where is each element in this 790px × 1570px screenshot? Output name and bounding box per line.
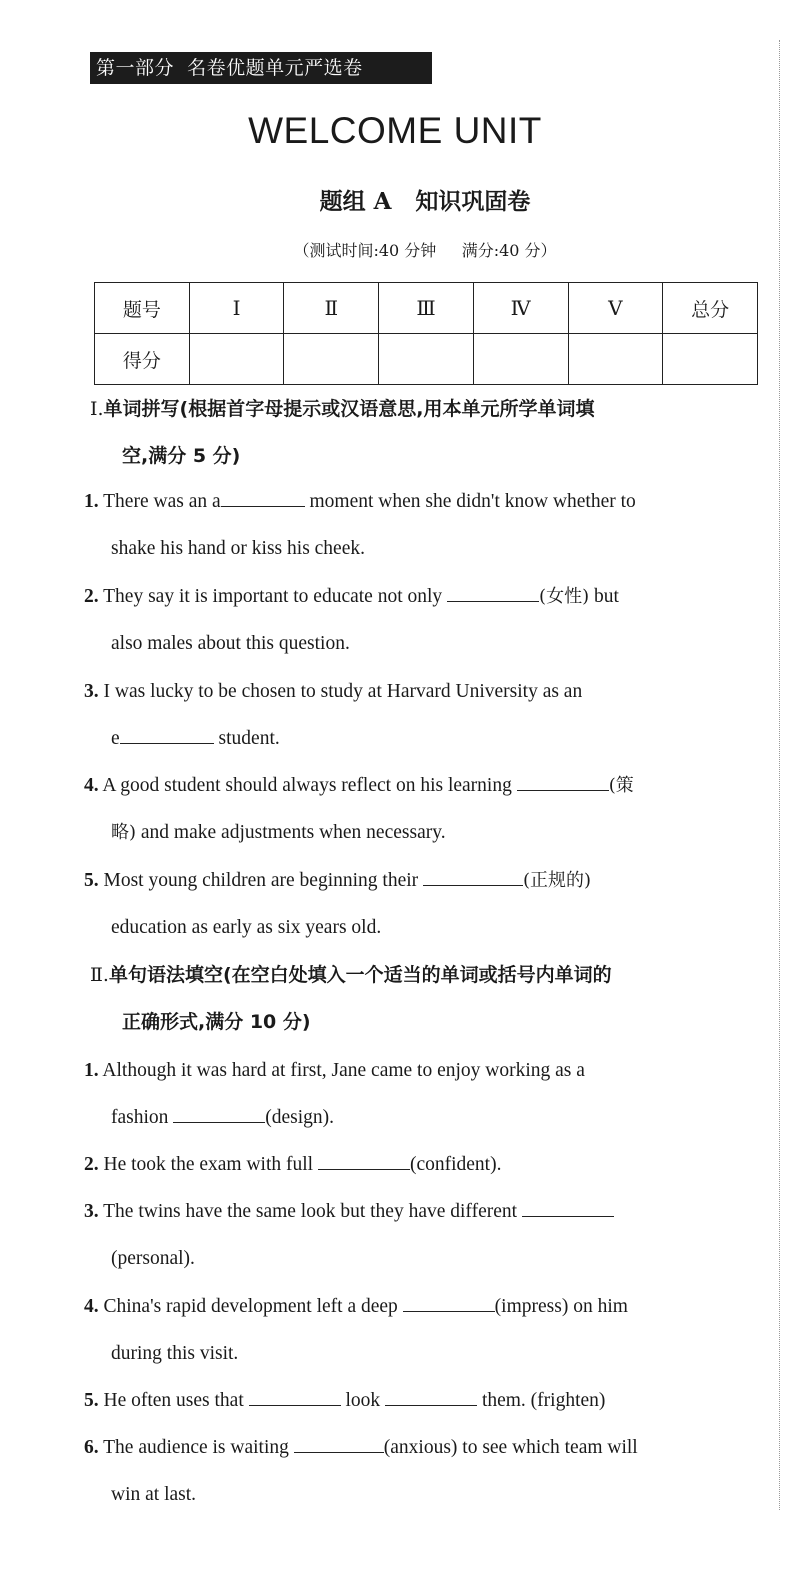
- question-text: them. (frighten): [477, 1390, 606, 1411]
- chinese-hint: (女性): [539, 586, 590, 607]
- question-text: win at last.: [111, 1484, 197, 1505]
- chinese-hint: (正规的): [523, 870, 592, 891]
- s1-question-4: [84, 762, 760, 856]
- answer-blank[interactable]: [249, 1387, 341, 1406]
- s2-question-6: [84, 1424, 760, 1518]
- s2-question-5: [84, 1377, 760, 1424]
- question-text: China's rapid development left a deep: [98, 1296, 403, 1317]
- question-number: 6.: [84, 1437, 99, 1458]
- chinese-hint: (策: [608, 775, 634, 796]
- s1-question-2: [84, 573, 760, 667]
- score-cell-5: Ⅴ: [568, 283, 663, 334]
- question-text: during this visit.: [111, 1343, 239, 1364]
- first-letter-hint: e: [111, 728, 120, 749]
- question-number: 4.: [84, 1296, 99, 1317]
- question-number: 1.: [84, 1060, 99, 1081]
- question-number: 2.: [84, 1154, 99, 1175]
- answer-blank[interactable]: [403, 1293, 495, 1312]
- score-row-label: 得分: [95, 334, 190, 385]
- question-line-2: [84, 1094, 760, 1141]
- answer-blank[interactable]: [522, 1198, 614, 1217]
- question-text: (impress) on him: [494, 1296, 628, 1317]
- s2-question-1: [84, 1047, 760, 1141]
- question-text: There was an a: [98, 491, 221, 512]
- question-text: Most young children are beginning their: [98, 870, 424, 891]
- question-number: 5.: [84, 1390, 99, 1411]
- question-number: 3.: [84, 681, 99, 702]
- answer-blank[interactable]: [385, 1387, 477, 1406]
- score-cell-4: Ⅳ: [473, 283, 568, 334]
- question-text: (anxious) to see which team will: [383, 1437, 638, 1458]
- section-2-instruction-line2: 正确形式,满分 10 分): [122, 1011, 311, 1033]
- question-text: but: [589, 586, 619, 607]
- answer-blank[interactable]: [423, 867, 523, 886]
- score-cell-label: 题号: [95, 283, 190, 334]
- s2-question-2: [84, 1141, 760, 1188]
- question-number: 4.: [84, 775, 99, 796]
- answer-blank[interactable]: [120, 725, 214, 744]
- score-table-score-row: [95, 334, 758, 385]
- answer-blank[interactable]: [318, 1151, 410, 1170]
- question-line-2: [84, 715, 760, 762]
- question-number: 2.: [84, 586, 99, 607]
- question-number: 1.: [84, 491, 99, 512]
- section-1-instruction-line1: 单词拼写(根据首字母提示或汉语意思,用本单元所学单词填: [103, 398, 595, 420]
- score-input-3[interactable]: [379, 334, 474, 385]
- answer-blank[interactable]: [294, 1434, 384, 1453]
- section-2-heading: [90, 952, 762, 1046]
- unit-title: WELCOME UNIT: [248, 110, 542, 151]
- chinese-hint: 略): [111, 822, 137, 843]
- question-text: The audience is waiting: [98, 1437, 294, 1458]
- section-1-heading: [90, 386, 762, 480]
- question-text: also males about this question.: [111, 633, 350, 654]
- section-1-numeral: Ⅰ.: [90, 398, 104, 420]
- s1-question-5: [84, 857, 760, 951]
- question-text: He took the exam with full: [98, 1154, 318, 1175]
- score-input-4[interactable]: [473, 334, 568, 385]
- question-text: look: [340, 1390, 386, 1411]
- s2-question-4: [84, 1283, 760, 1377]
- question-text: shake his hand or kiss his cheek.: [111, 538, 365, 559]
- binding-margin-line: [779, 40, 780, 1510]
- question-line-2: [84, 809, 760, 856]
- score-table: [94, 282, 758, 385]
- score-input-2[interactable]: [284, 334, 379, 385]
- score-input-1[interactable]: [189, 334, 284, 385]
- answer-blank[interactable]: [173, 1104, 265, 1123]
- score-input-total[interactable]: [663, 334, 758, 385]
- s1-question-3: [84, 668, 760, 762]
- s1-question-1: [84, 478, 760, 572]
- answer-blank[interactable]: [447, 583, 539, 602]
- score-table-header-row: [95, 283, 758, 334]
- score-cell-1: Ⅰ: [189, 283, 284, 334]
- group-title: 题组 A 知识巩固卷: [319, 188, 531, 215]
- question-text: (personal).: [111, 1248, 195, 1269]
- question-text: fashion: [111, 1107, 174, 1128]
- s2-question-3: [84, 1188, 760, 1282]
- question-text: moment when she didn't know whether to: [304, 491, 636, 512]
- question-text: (confident).: [409, 1154, 502, 1175]
- question-text: He often uses that: [98, 1390, 249, 1411]
- question-text: and make adjustments when necessary.: [136, 822, 446, 843]
- part-header: 第一部分 名卷优题单元严选卷: [90, 52, 432, 84]
- question-text: Although it was hard at first, Jane came to enjoy working as a: [98, 1060, 585, 1081]
- question-text: student.: [213, 728, 280, 749]
- score-input-5[interactable]: [568, 334, 663, 385]
- question-text: A good student should always reflect on his learning: [98, 775, 517, 796]
- score-cell-2: Ⅱ: [284, 283, 379, 334]
- question-text: I was lucky to be chosen to study at Harvard University as an: [98, 681, 583, 702]
- answer-blank[interactable]: [221, 488, 305, 507]
- section-2-numeral: Ⅱ.: [90, 964, 109, 986]
- score-cell-total: 总分: [663, 283, 758, 334]
- time-info: （测试时间:40 分钟 满分:40 分）: [293, 241, 557, 260]
- answer-blank[interactable]: [517, 772, 609, 791]
- question-number: 3.: [84, 1201, 99, 1222]
- question-text: (design).: [265, 1107, 335, 1128]
- section-1-instruction-line2: 空,满分 5 分): [122, 445, 241, 467]
- question-text: They say it is important to educate not only: [98, 586, 448, 607]
- section-2-instruction-line1: 单句语法填空(在空白处填入一个适当的单词或括号内单词的: [108, 964, 612, 986]
- question-number: 5.: [84, 870, 99, 891]
- question-text: education as early as six years old.: [111, 917, 382, 938]
- question-text: The twins have the same look but they have different: [98, 1201, 522, 1222]
- score-cell-3: Ⅲ: [379, 283, 474, 334]
